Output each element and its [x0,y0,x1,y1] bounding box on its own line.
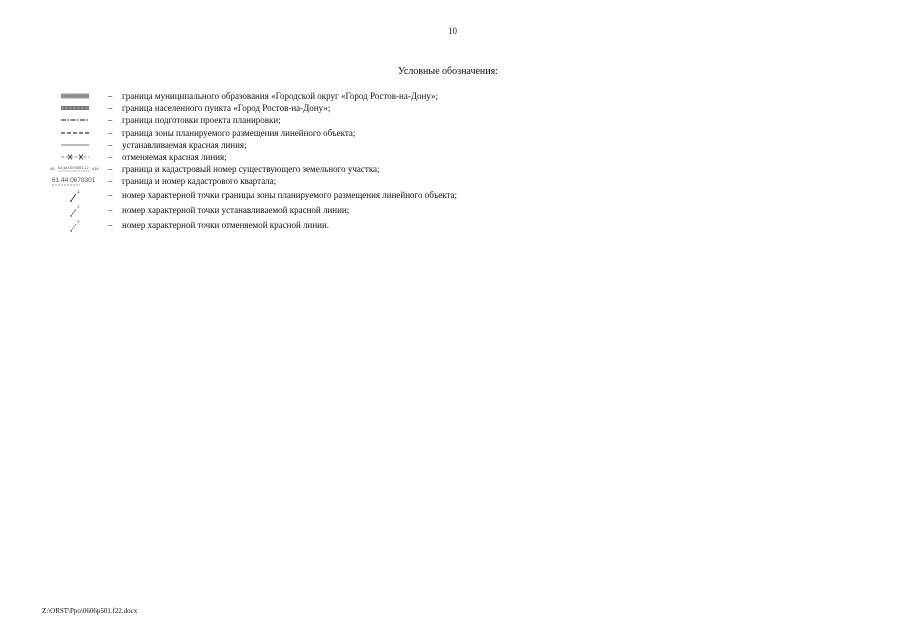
legend-dash: – [107,115,113,126]
cadastral-quarter-icon [50,175,100,187]
established-point-number: 2 [77,203,80,209]
legend-dash: – [107,220,113,230]
legend-item-text: отменяемая красная линия; [122,152,227,163]
file-path-footer: Z:\ORST\Ppo\0606p501.f22.docx [42,607,138,615]
legend-item-text: номер характерной точки границы зоны планируемого размещения линейного объекта; [122,190,458,200]
cancelled-red-line-icon [50,151,100,163]
legend-dash: – [107,164,113,175]
legend-list [50,90,870,233]
cancelled-point-number: 3 [77,218,80,224]
page-number: 10 [448,26,457,36]
legend-dash: – [107,176,113,187]
legend-dash: – [107,190,113,200]
legend-item-text: граница зоны планируемого размещения линейного объекта; [122,127,356,138]
legend-item-text: устанавливаемая красная линия; [122,139,247,150]
linear-object-zone-icon [50,127,100,139]
zone-point-icon [50,188,100,203]
land-plot-icon [50,163,100,175]
legend-item-text: граница населенного пункта «Город Ростов-на-Дону»; [122,103,331,114]
legend-dash: – [107,152,113,163]
plot-right-label: 416 [92,166,99,172]
legend-dash: – [107,91,113,102]
plot-number-label: 61:44:0070301:12 [58,166,89,171]
planning-boundary-icon [50,114,100,126]
legend-item [50,175,870,187]
legend-item [50,90,870,102]
legend-item [50,203,870,218]
legend-item [50,114,870,126]
legend-item [50,127,870,139]
cancelled-point-icon [50,218,100,233]
plot-left-label: 45 [50,166,55,172]
legend-item-text: номер характерной точки отменяемой красной линии. [122,220,330,230]
legend-title: Условные обозначения: [398,66,499,77]
legend-item [50,163,870,175]
legend-item-text: граница и номер кадастрового квартала; [122,176,277,187]
municipal-boundary-icon [50,90,100,102]
legend-item [50,102,870,114]
legend-item [50,218,870,233]
legend-item [50,188,870,203]
legend-dash: – [107,205,113,215]
established-point-icon [50,203,100,218]
legend-dash: – [107,139,113,150]
legend-item [50,139,870,151]
established-red-line-icon [50,139,100,151]
settlement-boundary-icon [50,102,100,114]
legend-item-text: граница и кадастровый номер существующего земельного участка; [122,164,380,175]
legend-dash: – [107,103,113,114]
legend-item-text: номер характерной точки устанавливаемой красной линии; [122,205,350,215]
legend-dash: – [107,127,113,138]
zone-point-number: 1 [77,188,80,194]
legend-item-text: граница муниципального образования «Городской округ «Город Ростов-на-Дону»; [122,91,439,102]
legend-item-text: граница подготовки проекта планировки; [122,115,281,126]
quarter-number-label: 61:44:0670301 [52,177,96,185]
legend-item [50,151,870,163]
